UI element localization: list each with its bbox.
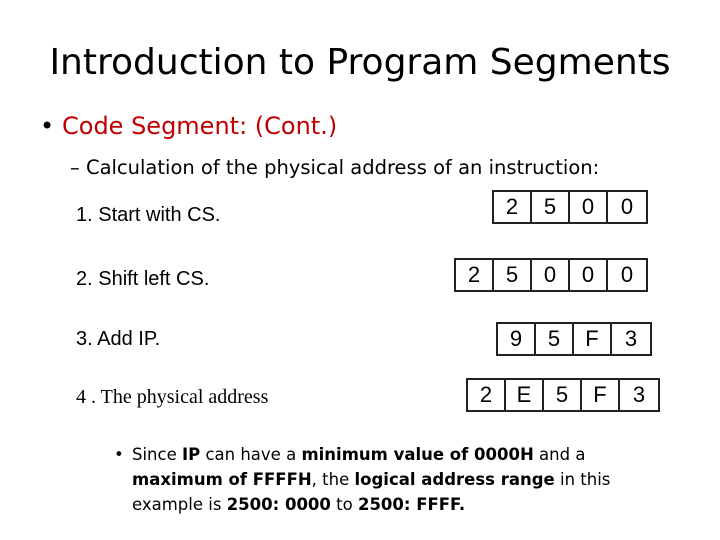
text-run: can have a (200, 445, 302, 464)
text-run: , the (311, 470, 355, 489)
register-cell: 5 (532, 192, 570, 222)
text-run-bold: 2500: FFFF. (357, 495, 466, 514)
register-cell: 5 (494, 260, 532, 290)
register-cell: F (574, 324, 612, 354)
step-physical-address: 4 . The physical address (76, 386, 269, 408)
register-cell: 2 (494, 192, 532, 222)
text-run-bold: 2500: 0000 (226, 495, 331, 514)
bullet-marker: • (40, 112, 55, 140)
step-start-cs: 1. Start with CS. (76, 204, 221, 226)
register-cell: 3 (632, 382, 646, 407)
register-cell: F (582, 380, 620, 410)
register-ip (496, 322, 652, 356)
slide-title: Introduction to Program Segments (49, 42, 671, 83)
bullet-text: Code Segment: (Cont.) (62, 112, 338, 140)
register-physical-address (466, 378, 660, 412)
text-run-bold: logical address range (354, 470, 555, 489)
step-add-ip: 3. Add IP. (76, 328, 161, 350)
text-run: in this example is (132, 470, 611, 514)
bullet-address-range (114, 442, 674, 517)
register-cell: 2 (456, 260, 494, 290)
text-run-bold: minimum value of 0000H (301, 445, 534, 464)
register-shifted-cs (454, 258, 648, 292)
register-cell: 0 (620, 262, 634, 287)
text-run-bold: IP (181, 445, 201, 464)
bullet-marker: • (114, 445, 124, 464)
register-cell: 0 (620, 194, 634, 219)
bullet-address-range-text (132, 442, 674, 517)
register-cell: 0 (532, 260, 570, 290)
register-cell: E (506, 380, 544, 410)
register-cell: 5 (536, 324, 574, 354)
register-cell: 0 (570, 260, 608, 290)
text-run: and a (533, 445, 586, 464)
register-cell: 0 (570, 192, 608, 222)
register-cell: 3 (624, 326, 638, 351)
text-run-bold: maximum of FFFFH (132, 470, 312, 489)
bullet-code-segment (40, 112, 337, 140)
sub-bullet-calculation: – Calculation of the physical address of an instruction: (70, 156, 600, 179)
register-cell: 2 (468, 380, 506, 410)
step-shift-left: 2. Shift left CS. (76, 268, 210, 290)
register-cs (492, 190, 648, 224)
text-run: to (330, 495, 358, 514)
register-cell: 5 (544, 380, 582, 410)
text-run: Since (132, 445, 182, 464)
register-cell: 9 (498, 324, 536, 354)
